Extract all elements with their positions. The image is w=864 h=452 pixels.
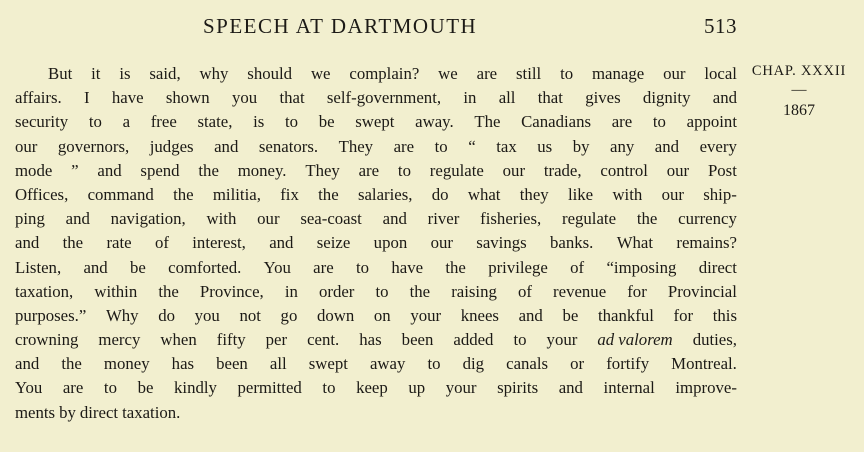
word: still xyxy=(516,64,542,83)
word: that xyxy=(537,88,563,108)
word: fifty xyxy=(216,330,246,350)
word: revenue xyxy=(553,281,607,301)
word: on xyxy=(373,305,391,325)
chapter-label: CHAP. XXXII xyxy=(751,63,847,79)
word: taxation, xyxy=(15,281,74,301)
year-label: 1867 xyxy=(783,102,815,119)
word: to xyxy=(513,330,527,350)
word: state, xyxy=(197,112,233,132)
word: tax xyxy=(496,136,517,156)
word: rate xyxy=(106,233,132,253)
text-line xyxy=(15,207,737,231)
word: sea-coast xyxy=(300,209,362,229)
word: are xyxy=(313,257,334,277)
word: the xyxy=(445,257,466,277)
word: salaries, xyxy=(357,184,413,204)
text-line xyxy=(15,86,737,110)
word: banks. xyxy=(549,233,594,253)
word: regulate xyxy=(561,209,617,229)
word: to xyxy=(355,257,370,277)
word: is xyxy=(253,112,265,132)
word: every xyxy=(699,136,737,156)
word: and xyxy=(65,209,90,229)
word: down xyxy=(316,305,355,325)
word: should xyxy=(247,64,293,83)
word: been xyxy=(216,354,248,374)
word: of xyxy=(570,257,585,277)
word: the xyxy=(318,184,339,204)
word: your xyxy=(445,378,477,398)
word: to xyxy=(322,378,336,398)
word: for xyxy=(673,305,694,325)
word: are xyxy=(476,64,498,83)
word: within xyxy=(94,281,138,301)
word: cent. xyxy=(307,330,340,350)
word: our xyxy=(257,209,280,229)
word: this xyxy=(712,305,737,325)
word: go xyxy=(280,305,298,325)
running-title: SPEECH AT DARTMOUTH xyxy=(203,14,478,38)
word: or xyxy=(570,354,585,374)
text-line xyxy=(15,280,737,304)
text-line xyxy=(15,401,737,425)
word: navigation, xyxy=(110,209,186,229)
word: manage xyxy=(592,64,645,83)
word: money xyxy=(103,354,150,374)
word: your xyxy=(410,305,442,325)
word: “ xyxy=(468,136,476,156)
margin-dash: — xyxy=(791,82,807,98)
word: us xyxy=(537,136,553,156)
word: per xyxy=(265,330,288,350)
word: dignity xyxy=(642,88,691,108)
word: comforted. xyxy=(168,257,242,277)
word: ad valorem xyxy=(597,330,673,350)
word: be xyxy=(137,378,154,398)
word: spirits xyxy=(497,378,539,398)
word: fisheries, xyxy=(480,209,542,229)
word: security xyxy=(15,112,69,132)
word: Montreal. xyxy=(671,354,737,374)
word: away. xyxy=(415,112,454,132)
running-head xyxy=(15,14,737,42)
word: swept xyxy=(355,112,395,132)
word: are xyxy=(611,112,633,132)
text-line xyxy=(15,110,737,134)
word: to xyxy=(560,64,574,83)
word: militia, xyxy=(212,184,261,204)
word: we xyxy=(438,64,458,83)
word: be xyxy=(562,305,579,325)
word: of xyxy=(517,281,532,301)
word: not xyxy=(239,305,261,325)
page-number: 513 xyxy=(704,14,737,38)
margin-note xyxy=(746,63,852,120)
word: said, xyxy=(149,64,181,83)
word: our xyxy=(661,184,684,204)
word: away xyxy=(369,354,406,374)
text-line xyxy=(15,256,737,280)
word: regulate xyxy=(429,160,484,180)
word: internal xyxy=(603,378,655,398)
word: canals xyxy=(506,354,549,374)
word: our xyxy=(663,64,686,83)
word: fix xyxy=(280,184,299,204)
word: kindly xyxy=(174,378,217,398)
word: and xyxy=(97,160,122,180)
word: you xyxy=(194,305,220,325)
word: governors, xyxy=(57,136,130,156)
word: and xyxy=(712,88,737,108)
word: Listen, xyxy=(15,257,62,277)
word: remains? xyxy=(676,233,737,253)
word: been xyxy=(401,330,434,350)
word: are xyxy=(358,160,380,180)
word: the xyxy=(62,233,84,253)
word: the xyxy=(61,354,82,374)
word: upon xyxy=(373,233,408,253)
word: They xyxy=(338,136,374,156)
word: purposes.” xyxy=(15,305,87,325)
word: crowning xyxy=(15,330,79,350)
word: a xyxy=(122,112,131,132)
word: the xyxy=(173,184,194,204)
word: appoint xyxy=(686,112,737,132)
word: to xyxy=(397,160,411,180)
word: thankful xyxy=(597,305,654,325)
word: our xyxy=(666,160,690,180)
word: to xyxy=(434,136,448,156)
word: self-government, xyxy=(326,88,442,108)
word: shown xyxy=(165,88,210,108)
word: and xyxy=(558,378,583,398)
word: like xyxy=(567,184,594,204)
word: do xyxy=(158,305,175,325)
word: to xyxy=(285,112,299,132)
word: is xyxy=(119,64,131,83)
word: trade, xyxy=(543,160,582,180)
text-line xyxy=(15,183,737,207)
word: ship- xyxy=(703,184,737,204)
word: direct xyxy=(79,402,119,422)
word: interest, xyxy=(192,233,246,253)
word: They xyxy=(305,160,340,180)
word: privilege xyxy=(488,257,548,277)
word: our xyxy=(502,160,526,180)
word: your xyxy=(546,330,578,350)
word: be xyxy=(318,112,335,132)
word: spend xyxy=(140,160,180,180)
word: with xyxy=(612,184,643,204)
word: the xyxy=(158,281,179,301)
word: when xyxy=(160,330,197,350)
word: what xyxy=(467,184,501,204)
word: and xyxy=(214,136,239,156)
word: and xyxy=(15,233,40,253)
word: I xyxy=(84,88,90,108)
word: mode xyxy=(15,160,53,180)
word: Province, xyxy=(199,281,264,301)
word: for xyxy=(627,281,647,301)
word: Offices, xyxy=(15,184,69,204)
word: Post xyxy=(707,160,737,180)
text-line xyxy=(15,62,737,86)
text-line xyxy=(15,328,737,352)
word: senators. xyxy=(258,136,319,156)
word: judges xyxy=(149,136,194,156)
word: and xyxy=(83,257,108,277)
word: it xyxy=(91,64,101,83)
word: have xyxy=(391,257,424,277)
word: has xyxy=(171,354,195,374)
word: and xyxy=(518,305,543,325)
word: added xyxy=(453,330,494,350)
word: money. xyxy=(237,160,287,180)
word: to xyxy=(652,112,666,132)
word: You xyxy=(15,378,43,398)
text-line xyxy=(15,352,737,376)
word: and xyxy=(15,354,40,374)
text-line xyxy=(15,159,737,183)
word: “imposing xyxy=(606,257,677,277)
word: knees xyxy=(460,305,499,325)
word: and xyxy=(382,209,407,229)
word: all xyxy=(269,354,287,374)
word: they xyxy=(519,184,549,204)
word: dig xyxy=(462,354,485,374)
word: have xyxy=(111,88,144,108)
word: all xyxy=(498,88,516,108)
word: Provincial xyxy=(667,281,737,301)
word: raising xyxy=(451,281,497,301)
word: keep xyxy=(356,378,388,398)
word: in xyxy=(284,281,298,301)
word: ” xyxy=(71,160,79,180)
word: has xyxy=(359,330,382,350)
word: with xyxy=(206,209,237,229)
word: complain? xyxy=(349,64,420,83)
word: any xyxy=(610,136,635,156)
body-paragraph xyxy=(15,62,737,425)
word: duties, xyxy=(692,330,737,350)
word: the xyxy=(636,209,658,229)
word: ping xyxy=(15,209,45,229)
text-line xyxy=(15,135,737,159)
word: to xyxy=(88,112,102,132)
word: are xyxy=(393,136,415,156)
word: river xyxy=(427,209,460,229)
word: our xyxy=(430,233,453,253)
word: be xyxy=(130,257,146,277)
word: our xyxy=(15,136,38,156)
word: affairs. xyxy=(15,88,62,108)
word: Canadians xyxy=(521,112,592,132)
word: swept xyxy=(308,354,348,374)
word: seize xyxy=(316,233,351,253)
word: But xyxy=(48,64,73,83)
word: to xyxy=(103,378,117,398)
text-line xyxy=(15,231,737,255)
word: to xyxy=(427,354,441,374)
text-line xyxy=(15,376,737,400)
word: why xyxy=(199,64,229,83)
word: the xyxy=(198,160,219,180)
word: order xyxy=(318,281,355,301)
word: in xyxy=(463,88,477,108)
word: command xyxy=(87,184,154,204)
word: by xyxy=(59,402,76,422)
word: to xyxy=(375,281,389,301)
word: by xyxy=(572,136,590,156)
word: and xyxy=(654,136,680,156)
word: you xyxy=(231,88,258,108)
word: do xyxy=(431,184,449,204)
word: are xyxy=(62,378,84,398)
word: local xyxy=(704,64,737,83)
word: taxation. xyxy=(122,402,181,422)
word: improve- xyxy=(675,378,737,398)
word: fortify xyxy=(606,354,650,374)
word: savings xyxy=(476,233,527,253)
word: direct xyxy=(698,257,737,277)
word: up xyxy=(408,378,426,398)
word: mercy xyxy=(98,330,141,350)
word: You xyxy=(263,257,291,277)
word: What xyxy=(616,233,654,253)
word: free xyxy=(150,112,177,132)
text-line xyxy=(15,304,737,328)
word: control xyxy=(600,160,648,180)
word: Why xyxy=(105,305,139,325)
word: permitted xyxy=(237,378,302,398)
word: The xyxy=(474,112,501,132)
word: and xyxy=(269,233,294,253)
word: currency xyxy=(678,209,737,229)
word: gives xyxy=(585,88,621,108)
word: we xyxy=(310,64,331,83)
word: the xyxy=(409,281,431,301)
word: ments xyxy=(15,402,56,422)
word: of xyxy=(154,233,169,253)
word: that xyxy=(279,88,305,108)
